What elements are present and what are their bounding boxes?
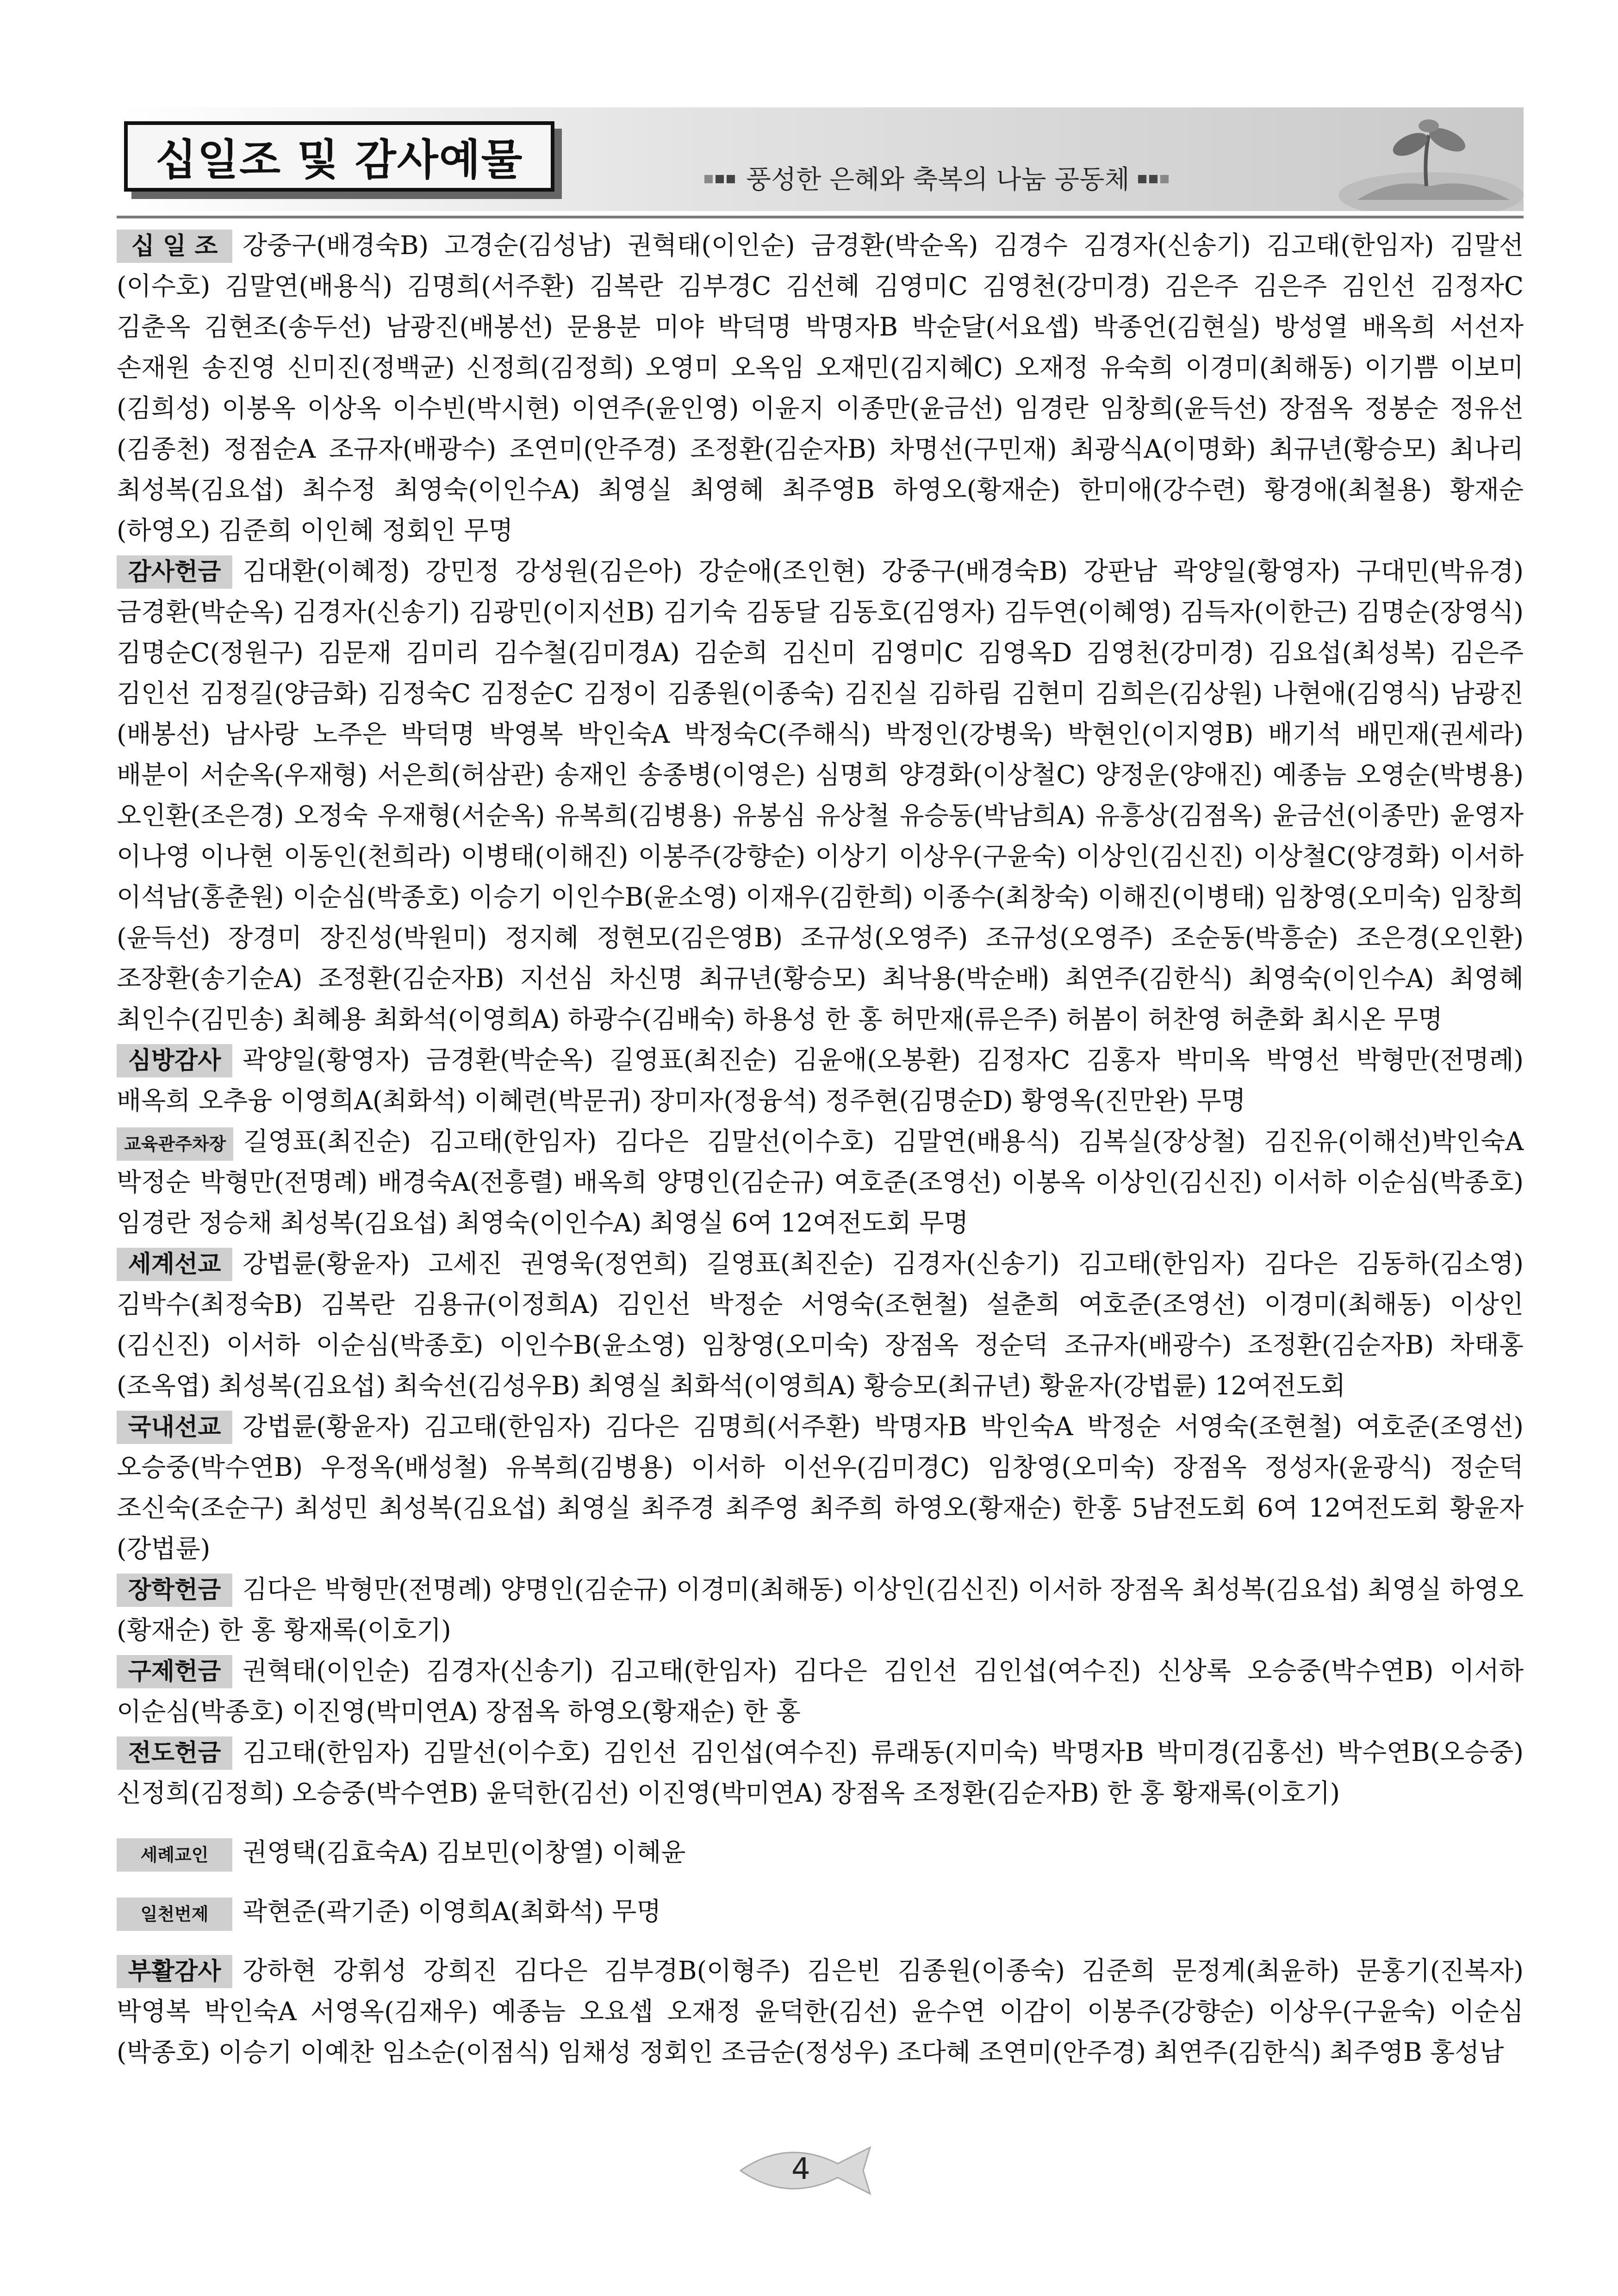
header-rule [117,216,1524,218]
title-box [124,121,554,192]
section-education-parking [117,1121,1524,1243]
section-label: 부활감사 [117,1955,232,1988]
section-names: 길영표(최진순) 김고태(한임자) 김다은 김말선(이수호) 김말연(배용식) 김복실(장상철) 김진유(이해선)박인숙A 박정순 박형만(전명례) 배경숙A(전흥렬) 배옥희 양명인(김순규) 여호준(조영선) 이봉옥 이상인(김신진) 이서하 이순심(박종호) 임경란 정승채 최성복(김요섭) 최영숙(이인수A) 최영실 6여 12여전도회 무명 [117,1126,1524,1238]
section-tithe [117,225,1524,551]
section-label: 심방감사 [117,1044,232,1077]
section-names: 강중구(배경숙B) 고경순(김성남) 권혁태(이인순) 금경환(박순옥) 김경수 김경자(신송기) 김고태(한임자) 김말선(이수호) 김말연(배용식) 김명희(서주환) 김복란 김부경C 김선혜 김영미C 김영천(강미경) 김은주 김은주 김인선 김정자C 김춘옥 김현조(송두선) 남광진(배봉선) 문용분 미야 박덕명 박명자B 박순달(서요셉) 박종언(김현실) 방성열 배옥희 서선자 손재원 송진영 신미진(정백균) 신정희(김정희) 오영미 오옥임 오재민(김지혜C) 오재정 유숙희 이경미(최해동) 이기쁨 이보미(김희성) 이봉옥 이상옥 이수빈(박시현) 이연주(윤인영) 이윤지 이종만(윤금선) 임경란 임창희(윤득선) 장점옥 정봉순 정유선(김종천) 정점순A 조규자(배광수) 조연미(안주경) 조정환(김순자B) 차명선(구민재) 최광식A(이명화) 최규년(황승모) 최나리 최성복(김요섭) 최수정 최영숙(이인수A) 최영실 최영혜 최주영B 하영오(황재순) 한미애(강수련) 황경애(최철용) 황재순(하영오) 김준희 이인혜 정회인 무명 [117,230,1524,545]
section-label: 감사헌금 [117,555,232,589]
section-domestic-mission [117,1406,1524,1569]
section-label: 장학헌금 [117,1574,232,1607]
section-label: 구제헌금 [117,1655,232,1688]
hands-plant-illustration [1329,107,1524,211]
section-relief [117,1650,1524,1732]
section-evangelism [117,1732,1524,1813]
subtitle-bullets-left [704,163,738,193]
section-names: 곽양일(황영자) 금경환(박순옥) 길영표(최진순) 김윤애(오봉환) 김정자C 김홍자 박미옥 박영선 박형만(전명례) 배옥희 오추융 이영희A(최화석) 이혜련(박문귀) 장미자(정융석) 정주현(김명순D) 황영옥(진만완) 무명 [117,1045,1524,1115]
section-label: 교육관주차장 [117,1127,233,1161]
section-thousand-offering [117,1891,1524,1932]
section-thanksgiving [117,551,1524,1039]
section-label: 십 일 조 [117,230,232,263]
page-subtitle [704,159,1171,196]
section-names: 강법륜(황윤자) 고세진 권영욱(정연희) 길영표(최진순) 김경자(신송기) 김고태(한임자) 김다은 김동하(김소영) 김박수(최정숙B) 김복란 김용규(이정희A) 김인선 박정순 서영숙(조현철) 설춘희 여호준(조영선) 이경미(최해동) 이상인(김신진) 이서하 이순심(박종호) 이인수B(윤소영) 임창영(오미숙) 장점옥 정순덕 조규자(배광수) 조정환(김순자B) 차태홍(조옥엽) 최성복(김요섭) 최숙선(김성우B) 최영실 최화석(이영희A) 황승모(최규년) 황윤자(강법륜) 12여전도회 [117,1249,1524,1400]
page-footer [731,2138,889,2203]
page-number: 4 [791,2152,810,2186]
section-visitation [117,1039,1524,1121]
section-names: 강법륜(황윤자) 김고태(한임자) 김다은 김명희(서주환) 박명자B 박인숙A 박정순 서영숙(조현철) 여호준(조영선) 오승중(박수연B) 우정옥(배성철) 유복희(김병용) 이서하 이선우(김미경C) 임창영(오미숙) 장점옥 정성자(윤광식) 정순덕 조신숙(조순구) 최성민 최성복(김요섭) 최영실 최주경 최주영 최주희 하영오(황재순) 한홍 5남전도회 6여 12여전도회 황윤자(강법륜) [117,1412,1524,1563]
subtitle-text: 풍성한 은혜와 축복의 나눔 공동체 [746,165,1130,195]
section-names: 김다은 박형만(전명례) 양명인(김순규) 이경미(최해동) 이상인(김신진) 이서하 장점옥 최성복(김요섭) 최영실 하영오(황재순) 한 홍 황재록(이호기) [117,1574,1524,1645]
section-label: 전도헌금 [117,1736,232,1770]
section-names: 김고태(한임자) 김말선(이수호) 김인선 김인섭(여수진) 류래동(지미숙) 박명자B 박미경(김홍선) 박수연B(오승중) 신정희(김정희) 오승중(박수연B) 윤덕한(김선) 이진영(박미연A) 장점옥 조정환(김순자B) 한 홍 황재록(이호기) [117,1737,1524,1808]
offering-list [117,225,1524,2072]
section-names: 김대환(이혜정) 강민정 강성원(김은아) 강순애(조인현) 강중구(배경숙B) 강판남 곽양일(황영자) 구대민(박유경) 금경환(박순옥) 김경자(신송기) 김광민(이지선B) 김기숙 김동달 김동호(김영자) 김두연(이혜영) 김득자(이한근) 김명순(장영식) 김명순C(정원구) 김문재 김미리 김수철(김미경A) 김순희 김신미 김영미C 김영옥D 김영천(강미경) 김요섭(최성복) 김은주 김인선 김정길(양금화) 김정숙C 김정순C 김정이 김종원(이종숙) 김진실 김하림 김현미 김희은(김상원) 나현애(김영식) 남광진(배봉선) 남사랑 노주은 박덕명 박영복 박인숙A 박정숙C(주해식) 박정인(강병욱) 박현인(이지영B) 배기석 배민재(권세라) 배분이 서순옥(우재형) 서은희(허삼관) 송재인 송종병(이영은) 심명희 양경화(이상철C) 양정운(양애진) 예종늠 오영순(박병용) 오인환(조은경) 오정숙 우재형(서순옥) 유복희(김병용) 유봉심 유상철 유승동(박남희A) 유흥상(김점옥) 윤금선(이종만) 윤영자 이나영 이나현 이동인(천희라) 이병태(이해진) 이봉주(강향순) 이상기 이상우(구윤숙) 이상인(김신진) 이상철C(양경화) 이서하 이석남(홍춘원) 이순심(박종호) 이승기 이인수B(윤소영) 이재우(김한희) 이종수(최창숙) 이해진(이병태) 임창영(오미숙) 임창희(윤득선) 장경미 장진성(박원미) 정지혜 정현모(김은영B) 조규성(오영주) 조규성(오영주) 조순동(박흥순) 조은경(오인환) 조장환(송기순A) 조정환(김순자B) 지선심 차신명 최규년(황승모) 최낙용(박순배) 최연주(김한식) 최영숙(이인수A) 최영혜 최인수(김민송) 최혜용 최화석(이영희A) 하광수(김배숙) 하용성 한 홍 허만재(류은주) 허봄이 허찬영 허춘화 최시온 무명 [117,556,1524,1034]
section-world-mission [117,1243,1524,1406]
section-names: 권혁태(이인순) 김경자(신송기) 김고태(한임자) 김다은 김인선 김인섭(여수진) 신상록 오승중(박수연B) 이서하 이순심(박종호) 이진영(박미연A) 장점옥 하영오(황재순) 한 홍 [117,1656,1524,1726]
section-label: 세계선교 [117,1248,232,1281]
section-label: 일천번제 [117,1898,232,1931]
section-names: 권영택(김효숙A) 김보민(이창열) 이혜윤 [243,1837,686,1867]
section-label: 국내선교 [117,1411,232,1444]
section-easter [117,1950,1524,2072]
section-names: 곽현준(곽기준) 이영희A(최화석) 무명 [243,1897,661,1926]
section-label: 세례교인 [117,1838,232,1872]
page-header [117,107,1524,211]
section-scholarship [117,1569,1524,1650]
subtitle-bullets-right [1138,163,1171,193]
section-baptized [117,1832,1524,1873]
section-names: 강하현 강휘성 강희진 김다은 김부경B(이형주) 김은빈 김종원(이종숙) 김준희 문정계(최윤하) 문홍기(진복자) 박영복 박인숙A 서영옥(김재우) 예종늠 오요셉 오재정 윤덕한(김선) 윤수연 이감이 이봉주(강향순) 이상우(구윤숙) 이순심(박종호) 이승기 이예찬 임소순(이점식) 임채성 정회인 조금순(정성우) 조다혜 조연미(안주경) 최연주(김한식) 최주영B 홍성남 [117,1956,1524,2067]
page-title: 십일조 및 감사예물 [155,135,523,185]
